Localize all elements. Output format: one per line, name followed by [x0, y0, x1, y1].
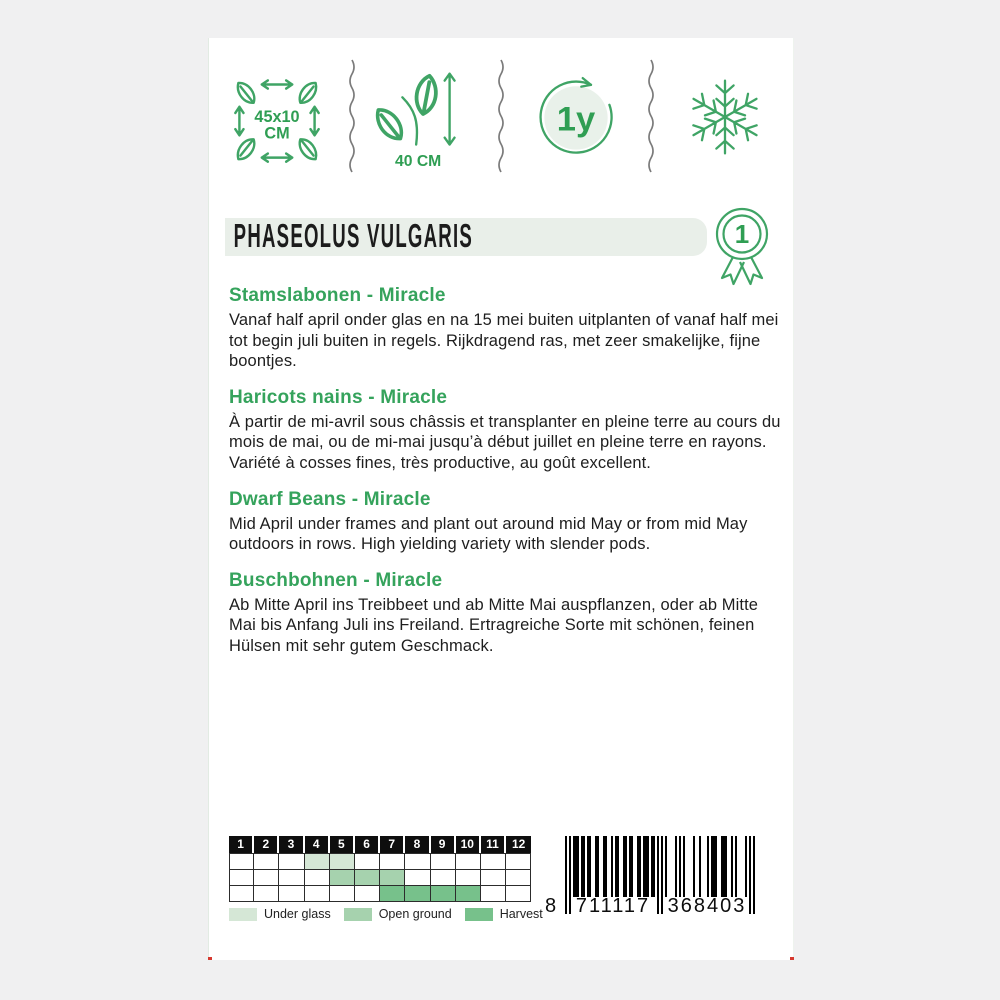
barcode-bar [707, 836, 709, 897]
crop-mark [790, 957, 794, 960]
barcode-bar [749, 836, 751, 914]
calendar-cell [330, 870, 355, 886]
calendar-cell [405, 870, 430, 886]
legend-label: Under glass [264, 907, 331, 921]
section-body: À partir de mi-avril sous châssis et transplanter en pleine terre au cours du mois de mai, ou de mi-mai jusqu’à début juillet en pleine terre en rayons. Variété à cosses fines, très productive, au goût excellent. [229, 412, 781, 472]
award-badge-icon [703, 202, 781, 286]
calendar-cell [305, 853, 330, 870]
calendar-cell [506, 886, 531, 902]
award-badge-number: 1 [734, 219, 750, 249]
wavy-divider [644, 57, 658, 177]
barcode-bar [631, 836, 633, 897]
calendar-cell [506, 870, 531, 886]
calendar-cell [456, 853, 481, 870]
calendar-cell [380, 886, 405, 902]
calendar-cell [305, 886, 330, 902]
calendar-month-header: 4 [305, 836, 330, 853]
legend-label: Open ground [378, 907, 452, 921]
calendar-cell [380, 870, 405, 886]
legend-item [465, 907, 543, 921]
barcode-bar [745, 836, 747, 897]
species-title: PHASEOLUS VULGARIS [233, 217, 474, 255]
barcode-bar [617, 836, 619, 897]
legend-swatch [344, 908, 372, 921]
legend-item [344, 907, 452, 921]
calendar-cell [229, 886, 254, 902]
calendar-cell [456, 886, 481, 902]
calendar-cell [431, 870, 456, 886]
section-heading: Dwarf Beans - Miracle [229, 488, 431, 510]
barcode-bar [589, 836, 591, 897]
icon-row [209, 52, 793, 182]
calendar-cell [254, 853, 279, 870]
section-heading: Stamslabonen - Miracle [229, 285, 446, 306]
calendar-cell [330, 886, 355, 902]
legend-swatch [229, 908, 257, 921]
calendar-cell [254, 886, 279, 902]
barcode-bar [699, 836, 701, 897]
barcode-digit-group: 8 [545, 895, 557, 917]
section-body: Mid April under frames and plant out around mid May or from mid May outdoors in rows. High yielding variety with slender pods. [229, 514, 748, 554]
barcode-bar [565, 836, 567, 914]
seed-packet-card [208, 38, 794, 960]
calendar-cell [380, 853, 405, 870]
barcode-bar [583, 836, 585, 897]
calendar-cell [405, 853, 430, 870]
calendar-cell [456, 870, 481, 886]
barcode-bar [611, 836, 613, 897]
section-body: Vanaf half april onder glas en na 15 mei buiten uitplanten of vanaf half mei tot begin juli buiten in regels. Rijkdragend ras, met zeer smakelijke, fijne boontjes. [229, 311, 779, 371]
section-dutch [229, 285, 781, 372]
calendar-month-header: 1 [229, 836, 254, 853]
barcode-bar [675, 836, 677, 897]
calendar-month-header: 9 [431, 836, 456, 853]
calendar-month-header: 6 [355, 836, 380, 853]
calendar-cell [330, 853, 355, 870]
calendar-cell [229, 853, 254, 870]
spacing-value: 45x10 [254, 108, 300, 127]
wavy-divider [345, 57, 359, 177]
legend-item [229, 907, 331, 921]
calendar-cell [355, 870, 380, 886]
calendar-table [229, 836, 531, 902]
plant-height-icon [359, 52, 495, 182]
frost-snowflake-icon [658, 52, 794, 182]
calendar-cell [279, 870, 304, 886]
calendar-cell [431, 886, 456, 902]
section-heading: Buschbohnen - Miracle [229, 569, 443, 591]
spacing-unit: CM [264, 124, 290, 143]
barcode-bar [665, 836, 667, 897]
calendar-cell [305, 870, 330, 886]
barcode-digit-group: 711117 [575, 895, 651, 917]
barcode-bar [657, 836, 659, 914]
calendar-cell [481, 870, 506, 886]
barcode-bar [731, 836, 733, 897]
section-body: Ab Mitte April ins Treibbeet und ab Mitte Mai auspflanzen, oder ab Mitte Mai bis Anfang Juli ins Freiland. Ertragreiche Sorte mit schönen, feinen Hülsen mit sehr gutem Geschmack. [229, 595, 759, 655]
calendar-month-header: 8 [405, 836, 430, 853]
barcode-bar [683, 836, 685, 897]
barcode-bar [597, 836, 599, 897]
barcode-bar [639, 836, 641, 897]
barcode-bar [735, 836, 737, 897]
barcode-bar [679, 836, 681, 897]
calendar-cell [279, 886, 304, 902]
plant-height-value: 40 CM [395, 153, 442, 171]
section-german [229, 570, 781, 657]
calendar-month-header: 10 [456, 836, 481, 853]
calendar-legend [229, 907, 556, 921]
barcode-bar [577, 836, 579, 897]
barcode-bar [753, 836, 755, 914]
calendar-cell [229, 870, 254, 886]
calendar-cell [279, 853, 304, 870]
legend-label: Harvest [499, 907, 543, 921]
barcode-bar [725, 836, 727, 897]
calendar-cell [355, 886, 380, 902]
wavy-divider [494, 57, 508, 177]
crop-mark [208, 957, 212, 960]
legend-swatch [465, 908, 493, 921]
annual-cycle-label: 1y [556, 100, 595, 139]
barcode-bar [715, 836, 717, 897]
barcode-digit-group: 368403 [667, 895, 747, 917]
calendar-cell [431, 853, 456, 870]
calendar-cell [355, 853, 380, 870]
section-english [229, 489, 781, 555]
calendar-cell [506, 853, 531, 870]
barcode [545, 836, 759, 932]
barcode-bar [693, 836, 695, 897]
calendar-month-header: 11 [481, 836, 506, 853]
description-sections [229, 285, 781, 672]
barcode-bar [647, 836, 649, 897]
annual-cycle-icon [508, 52, 644, 182]
barcode-bar [653, 836, 655, 897]
calendar-month-header: 12 [506, 836, 531, 853]
calendar-cell [405, 886, 430, 902]
calendar-month-header: 5 [330, 836, 355, 853]
barcode-bar [605, 836, 607, 897]
calendar-cell [481, 853, 506, 870]
calendar-month-header: 2 [254, 836, 279, 853]
calendar-cell [481, 886, 506, 902]
title-banner [225, 218, 707, 256]
section-french [229, 387, 781, 474]
barcode-bar [625, 836, 627, 897]
barcode-bar [661, 836, 663, 914]
calendar-month-header: 7 [380, 836, 405, 853]
calendar-month-header: 3 [279, 836, 304, 853]
calendar-cell [254, 870, 279, 886]
section-heading: Haricots nains - Miracle [229, 386, 448, 408]
spacing-icon [209, 52, 345, 182]
